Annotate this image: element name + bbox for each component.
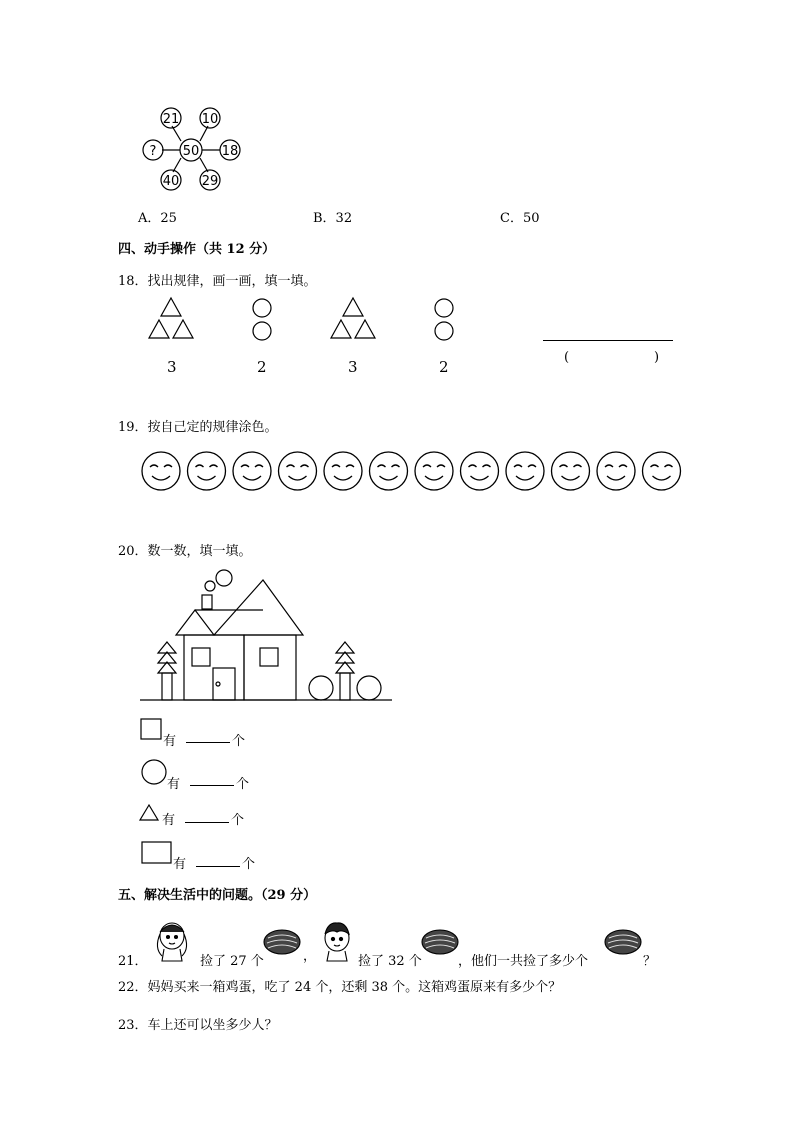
answer-paren-open: ( [564, 350, 570, 365]
question-21-end: ？ [643, 954, 657, 969]
roof-left [176, 610, 214, 635]
count-unit: 个 [236, 777, 250, 792]
smiley-face-icon[interactable] [233, 452, 271, 490]
node-number: 21 [162, 112, 180, 127]
question-21-number: 21． [118, 954, 148, 969]
pattern-circles-1 [250, 298, 274, 344]
pattern-count: 2 [257, 358, 267, 376]
tree-triangle [158, 662, 176, 673]
smoke-circle [216, 570, 232, 586]
tree-trunk [340, 673, 350, 700]
node-number: ? [149, 144, 157, 159]
count-blank[interactable] [185, 822, 229, 823]
count-label: 有 [162, 813, 176, 828]
square-icon [140, 718, 162, 740]
question-21-part3: ，他们一共捡了多少个 [458, 954, 589, 969]
smiley-face-icon[interactable] [279, 452, 317, 490]
option-a[interactable]: A．25 [138, 211, 177, 226]
rectangle-icon [141, 841, 173, 865]
count-label: 有 [167, 777, 181, 792]
count-unit: 个 [231, 813, 245, 828]
pattern-triangles-1 [145, 296, 197, 344]
count-label: 有 [163, 734, 177, 749]
pattern-count: 3 [348, 358, 358, 376]
smiley-face-icon[interactable] [142, 452, 180, 490]
option-b[interactable]: B．32 [313, 211, 353, 226]
count-unit: 个 [242, 857, 256, 872]
question-21-part1: 捡了 27 个 [200, 954, 264, 969]
smiley-face-icon[interactable] [461, 452, 499, 490]
girl-icon [148, 918, 194, 962]
pattern-circles-2 [432, 298, 456, 344]
window [192, 648, 210, 666]
answer-draw-line[interactable] [543, 340, 673, 341]
section-5-title: 五、解决生活中的问题。（29 分） [118, 888, 317, 903]
smiley-face-icon[interactable] [552, 452, 590, 490]
option-c[interactable]: C．50 [500, 211, 540, 226]
section-4-title: 四、动手操作（共 12 分） [118, 242, 276, 257]
count-unit: 个 [232, 734, 246, 749]
tree-triangle [336, 662, 354, 673]
center-number: 50 [182, 144, 200, 159]
count-blank[interactable] [196, 866, 240, 867]
count-label: 有 [173, 857, 187, 872]
smiley-face-icon[interactable] [597, 452, 635, 490]
ball [309, 676, 333, 700]
count-blank[interactable] [190, 785, 234, 786]
smiley-face-icon[interactable] [415, 452, 453, 490]
window [260, 648, 278, 666]
boy-icon [318, 918, 356, 962]
question-20: 20．数一数，填一填。 [118, 544, 252, 559]
question-22: 22．妈妈买来一箱鸡蛋，吃了 24 个，还剩 38 个。这箱鸡蛋原来有多少个？ [118, 980, 562, 995]
smiley-face-icon[interactable] [370, 452, 408, 490]
door-knob [216, 682, 220, 686]
house-picture [140, 566, 394, 704]
node-number: 10 [201, 112, 219, 127]
ball [357, 676, 381, 700]
shell-icon [603, 928, 643, 956]
smoke-circle [205, 581, 215, 591]
pattern-count: 3 [167, 358, 177, 376]
pattern-triangles-2 [327, 296, 379, 344]
smiley-face-icon[interactable] [188, 452, 226, 490]
smiley-face-row [140, 450, 680, 494]
shell-icon [262, 928, 302, 956]
smiley-face-icon[interactable] [506, 452, 544, 490]
circle-icon [140, 758, 168, 786]
node-number: 18 [221, 144, 239, 159]
pattern-count: 2 [439, 358, 449, 376]
count-blank[interactable] [186, 742, 230, 743]
smiley-face-icon[interactable] [324, 452, 362, 490]
number-web-diagram [138, 104, 248, 194]
chimney [202, 595, 212, 609]
shell-icon [420, 928, 460, 956]
node-number: 29 [201, 174, 219, 189]
roof-right [214, 580, 303, 635]
tree-trunk [162, 673, 172, 700]
question-19: 19．按自己定的规律涂色。 [118, 420, 278, 435]
question-23: 23．车上还可以坐多少人？ [118, 1018, 278, 1033]
answer-paren-close: ) [654, 350, 660, 365]
question-21-part2: 捡了 32 个 [358, 954, 422, 969]
question-18: 18．找出规律，画一画，填一填。 [118, 274, 317, 289]
node-number: 40 [162, 174, 180, 189]
house-right-wall [244, 635, 296, 700]
triangle-icon [138, 803, 162, 823]
question-21-comma: ， [303, 949, 317, 964]
smiley-face-icon[interactable] [643, 452, 681, 490]
